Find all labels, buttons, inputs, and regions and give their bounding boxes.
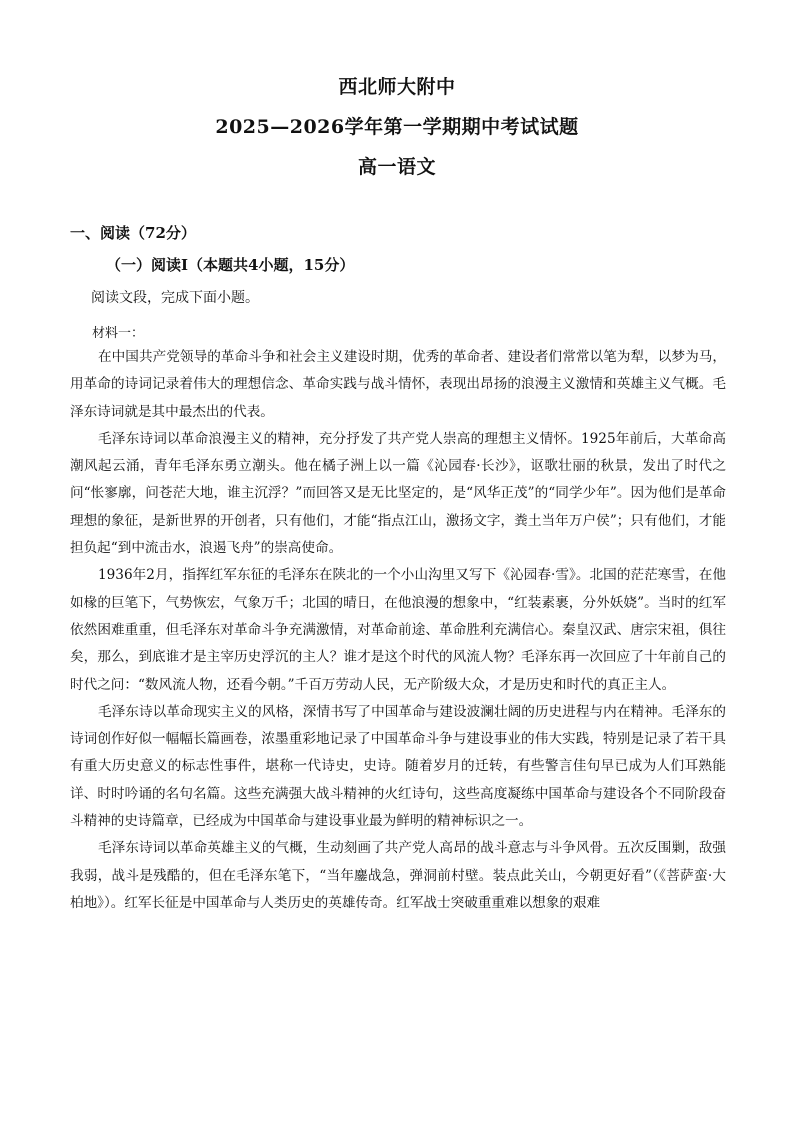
section-subheading: （一）阅读Ⅰ（本题共4小题，15分） (106, 256, 355, 274)
exam-title: 2025—2026学年第一学期期中考试试题 (215, 116, 579, 138)
passage-paragraph: 1936年2月，指挥红军东征的毛泽东在陕北的一个小山沟里又写下《沁园春·雪》。北国的茫茫寒雪，在他如椽的巨笔下，气势恢宏，气象万千；北国的晴日，在他浪漫的想象中，“红装素裹，分外妖娆”。当时的红军依然困难重重，但毛泽东对革命斗争充满激情，对革命前途、革命胜利充满信心。秦皇汉武、唐宗宋祖，俱往矣，那么，到底谁才是主宰历史浮沉的主人？谁才是这个时代的风流人物？毛泽东再一次回应了十年前自己的时代之问：“数风流人物，还看今朝。”千百万劳动人民，无产阶级大众，才是历史和时代的真正主人。 (70, 567, 726, 693)
passage-paragraph: 在中国共产党领导的革命斗争和社会主义建设时期，优秀的革命者、建设者们常常以笔为犁，以梦为马，用革命的诗词记录着伟大的理想信念、革命实践与战斗情怀，表现出昂扬的浪漫主义激情和英雄主义气概。毛泽东诗词就是其中最杰出的代表。 (70, 349, 726, 420)
section-heading: 一、阅读（72分） (70, 224, 196, 242)
passage-paragraph: 毛泽东诗以革命现实主义的风格，深情书写了中国革命与建设波澜壮阔的历史进程与内在精神。毛泽东的诗词创作好似一幅幅长篇画卷，浓墨重彩地记录了中国革命斗争与建设事业的伟大实践，特别是记录了若干具有重大历史意义的标志性事件，堪称一代诗史，史诗。随着岁月的迁转，有些警言佳句早已成为人们耳熟能详、时时吟诵的名句名篇。这些充满强大战斗精神的火红诗句，这些高度凝练中国革命与建设各个不同阶段奋斗精神的史诗篇章，已经成为中国革命与建设事业最为鲜明的精神标识之一。 (70, 703, 726, 830)
passage-paragraph: 毛泽东诗词以革命浪漫主义的精神，充分抒发了共产党人崇高的理想主义情怀。1925年前后，大革命高潮风起云涌，青年毛泽东勇立潮头。他在橘子洲上以一篇《沁园春·长沙》，讴歌壮丽的秋景，发出了时代之问“怅寥廓，问苍茫大地，谁主沉浮？”而回答又是无比坚定的，是“风华正茂”的“同学少年”。因为他们是革命理想的象征，是新世界的开创者，只有他们，才能“指点江山，激扬文字，粪土当年万户侯”；只有他们，才能担负起“到中流击水，浪遏飞舟”的崇高使命。 (70, 430, 726, 557)
subject-title: 高一语文 (357, 156, 436, 178)
material-label: 材料一： (92, 326, 145, 341)
school-name: 西北师大附中 (338, 76, 456, 98)
passage-paragraph: 毛泽东诗词以革命英雄主义的气概，生动刻画了共产党人高昂的战斗意志与斗争风骨。五次反围剿，敌强我弱，战斗是残酷的，但在毛泽东笔下，“当年鏖战急，弹洞前村壁。装点此关山，今朝更好看”（《菩萨蛮·大柏地》）。红军长征是中国革命与人类历史的英雄传奇。红军战士突破重重难以想象的艰难 (70, 840, 726, 911)
passage-body (70, 344, 726, 917)
instruction-text: 阅读文段，完成下面小题。 (91, 290, 259, 306)
